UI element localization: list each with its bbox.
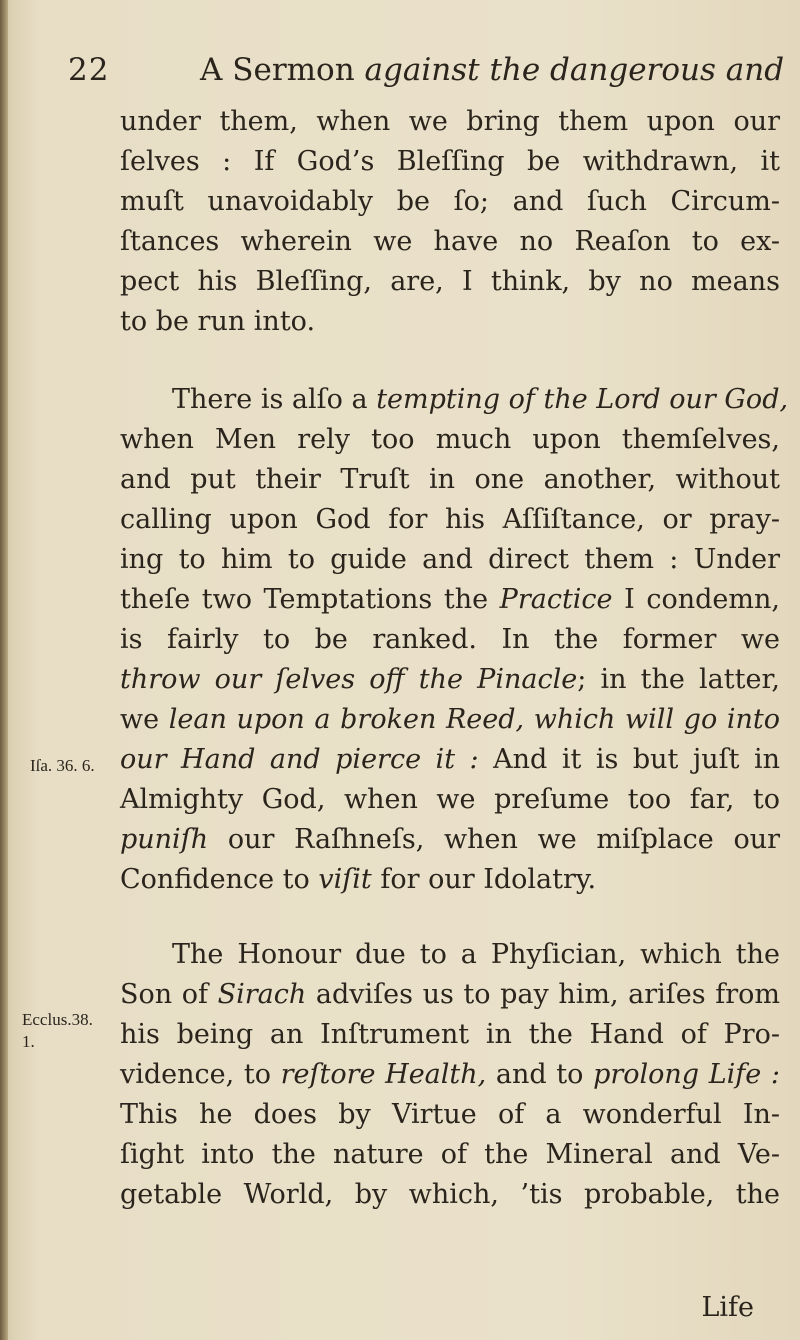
- text-run: we: [120, 704, 160, 735]
- paragraph-3: [120, 935, 780, 1215]
- text-run: ; in the latter,: [577, 664, 780, 695]
- italic-run: reſtore Health,: [280, 1059, 487, 1090]
- italic-run: Practice: [499, 584, 613, 615]
- text-run: I condemn,: [624, 584, 780, 615]
- text-run: Son of: [120, 979, 208, 1010]
- text-line: his being an Inſtrument in the Hand of Pro-: [120, 1019, 780, 1050]
- text-line: [120, 380, 789, 420]
- paragraph-gap: [120, 342, 780, 380]
- text-line: [120, 740, 780, 780]
- text-run: vidence, to: [120, 1059, 271, 1090]
- text-line: ing to him to guide and direct them : Under: [120, 544, 780, 575]
- italic-run: tempting of the Lord our God,: [376, 384, 789, 415]
- running-head-italic: against the dangerous and: [364, 52, 785, 88]
- text-run: for our Idolatry.: [380, 864, 597, 895]
- text-line: The Honour due to a Phyſician, which the: [172, 939, 780, 970]
- italic-run: throw our ſelves off the Pinacle: [120, 664, 578, 695]
- text-run: There is alſo a: [172, 384, 368, 415]
- page-number: 22: [68, 52, 110, 88]
- catchword: Life: [701, 1292, 754, 1323]
- text-run: theſe two Temptations the: [120, 584, 489, 615]
- paragraph-1: [120, 102, 780, 342]
- italic-run: lean upon a broken Reed, which will go into: [168, 704, 780, 735]
- text-run: adviſes us to pay him, ariſes from: [315, 979, 780, 1010]
- text-line: is fairly to be ranked. In the former we: [120, 624, 780, 655]
- text-line: pect his Bleſſing, are, I think, by no means: [120, 266, 780, 297]
- paragraph-gap: [120, 900, 780, 935]
- margin-note-isaiah: Iſa. 36. 6.: [30, 756, 95, 775]
- text-run: and to: [495, 1059, 584, 1090]
- text-line: [120, 820, 780, 860]
- italic-run: Sirach: [217, 979, 307, 1010]
- body-text: [120, 102, 789, 1215]
- text-line: This he does by Virtue of a wonderful In-: [120, 1099, 780, 1130]
- text-line: ſtances wherein we have no Reaſon to ex-: [120, 226, 780, 257]
- text-line: muſt unavoidably be ſo; and ſuch Circum-: [120, 186, 780, 217]
- text-line: ſight into the nature of the Mineral and Ve-: [120, 1139, 780, 1170]
- italic-run: prolong Life :: [593, 1059, 781, 1090]
- italic-run: puniſh: [120, 824, 209, 855]
- text-line: under them, when we bring them upon our: [120, 106, 780, 137]
- text-line: [120, 660, 780, 700]
- text-line: when Men rely too much upon themſelves,: [120, 424, 780, 455]
- italic-run: viſit: [318, 864, 372, 895]
- paragraph-2: [120, 380, 789, 900]
- text-line: to be run into.: [120, 306, 316, 337]
- text-run: Confidence to: [120, 864, 310, 895]
- text-line: [120, 700, 780, 740]
- text-line: [120, 580, 780, 620]
- text-run: our Raſhneſs, when we miſplace our: [227, 824, 780, 855]
- text-line: [120, 860, 780, 900]
- running-head-roman: A Sermon: [200, 52, 355, 88]
- text-line: [120, 1055, 780, 1095]
- text-line: ſelves : If God’s Bleſſing be withdrawn, it: [120, 146, 780, 177]
- running-head: [200, 52, 784, 88]
- text-run: And it is but juſt in: [493, 744, 780, 775]
- text-line: calling upon God for his Aſſiſtance, or pray-: [120, 504, 780, 535]
- margin-note-ecclus: Ecclus.38.: [22, 1010, 93, 1029]
- margin-note-ecclus-verse: 1.: [22, 1032, 35, 1051]
- page-header: [68, 48, 785, 98]
- text-line: [120, 975, 780, 1015]
- text-line: Almighty God, when we preſume too far, to: [120, 784, 780, 815]
- text-line: getable World, by which, ’tis probable, the: [120, 1179, 780, 1210]
- text-line: and put their Truſt in one another, without: [120, 464, 780, 495]
- page-gutter-edge: [0, 0, 8, 1340]
- italic-run: our Hand and pierce it :: [120, 744, 479, 775]
